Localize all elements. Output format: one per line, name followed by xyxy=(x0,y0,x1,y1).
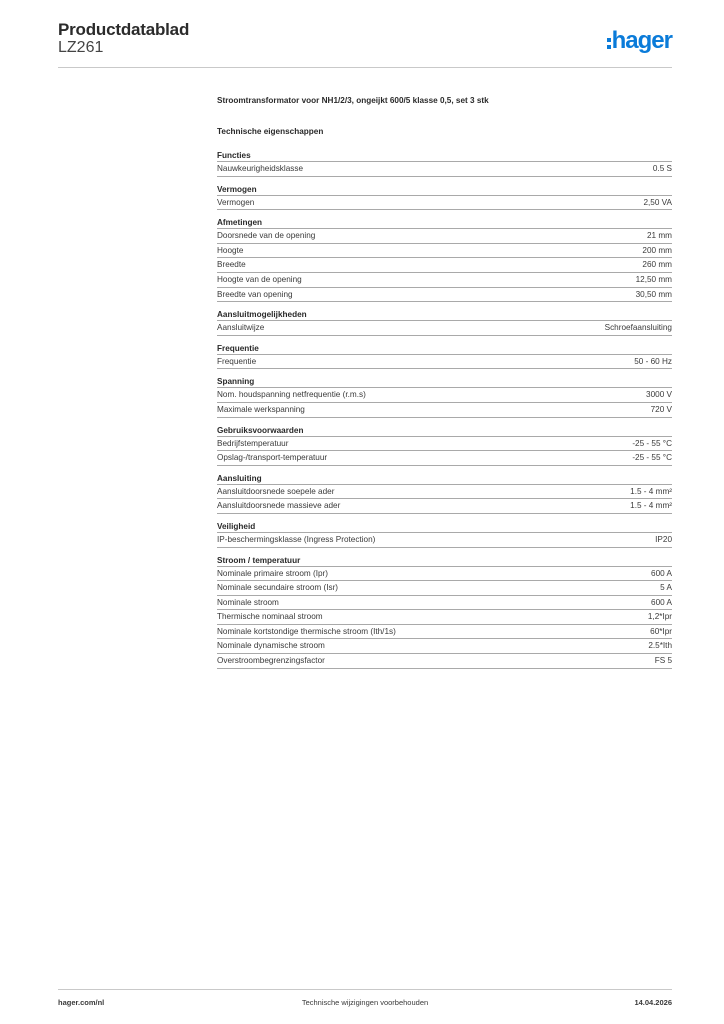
property-value: FS 5 xyxy=(654,656,672,666)
property-table xyxy=(217,484,672,514)
property-group xyxy=(217,521,672,548)
section-heading: Technische eigenschappen xyxy=(217,127,324,136)
footer-website-link[interactable]: hager.com/nl xyxy=(58,998,105,1007)
property-value: 21 mm xyxy=(646,231,672,241)
property-row xyxy=(217,624,672,639)
property-label: Nominale dynamische stroom xyxy=(217,641,325,651)
property-label: Hoogte xyxy=(217,245,244,255)
property-row xyxy=(217,484,672,499)
group-title: Gebruiksvoorwaarden xyxy=(217,425,304,435)
property-row xyxy=(217,243,672,258)
property-group xyxy=(217,425,672,466)
property-row xyxy=(217,498,672,514)
property-table xyxy=(217,320,672,336)
logo-colon-icon xyxy=(607,38,611,49)
property-value: 3000 V xyxy=(646,390,672,400)
property-row xyxy=(217,387,672,402)
property-row xyxy=(217,320,672,336)
property-label: Nominale kortstondige thermische stroom (Ith/1s) xyxy=(217,626,396,636)
product-code: LZ261 xyxy=(58,39,104,56)
property-label: IP-beschermingsklasse (Ingress Protection) xyxy=(217,534,376,544)
property-row xyxy=(217,287,672,303)
property-label: Vermogen xyxy=(217,197,255,207)
property-value: 0.5 S xyxy=(652,164,672,173)
property-row xyxy=(217,566,672,581)
property-group xyxy=(217,555,672,669)
property-value: 5 A xyxy=(660,583,672,593)
property-value: -25 - 55 °C xyxy=(632,453,672,463)
group-title: Stroom / temperatuur xyxy=(217,555,301,565)
property-value: IP20 xyxy=(655,534,672,544)
property-row xyxy=(217,532,672,548)
property-label: Overstroombegrenzingsfactor xyxy=(217,656,325,666)
property-table xyxy=(217,387,672,417)
property-group xyxy=(217,309,672,336)
property-value: -25 - 55 °C xyxy=(632,438,672,448)
property-value: 600 A xyxy=(651,568,672,578)
property-label: Nominale stroom xyxy=(217,597,279,607)
property-row xyxy=(217,580,672,595)
group-title: Spanning xyxy=(217,377,255,387)
property-label: Nominale primaire stroom (Ipr) xyxy=(217,568,329,578)
footer-disclaimer: Technische wijzigingen voorbehouden xyxy=(301,998,429,1007)
property-value: 200 mm xyxy=(642,245,672,255)
property-label: Nom. houdspanning netfrequentie (r.m.s) xyxy=(217,390,366,400)
property-table xyxy=(217,566,672,669)
property-value: 2.5*Ith xyxy=(648,641,672,651)
property-row xyxy=(217,257,672,272)
property-value: 50 - 60 Hz xyxy=(634,356,672,366)
hager-logo xyxy=(607,26,672,56)
property-label: Aansluitdoorsnede massieve ader xyxy=(217,501,341,511)
property-table xyxy=(217,161,672,177)
property-group xyxy=(217,150,672,177)
property-table xyxy=(217,436,672,466)
group-title: Veiligheid xyxy=(217,521,256,531)
property-value: 1.5 - 4 mm² xyxy=(630,501,672,511)
property-row xyxy=(217,161,672,177)
footer-divider xyxy=(58,989,672,990)
group-title: Functies xyxy=(217,151,251,160)
property-label: Nauwkeurigheidsklasse xyxy=(217,164,304,173)
property-label: Aansluitwijze xyxy=(217,323,265,333)
product-description: Stroomtransformator voor NH1/2/3, ongeijkt 600/5 klasse 0,5, set 3 stk xyxy=(217,96,489,105)
property-value: 260 mm xyxy=(642,260,672,270)
property-label: Frequentie xyxy=(217,356,257,366)
property-value: 1,2*Ipr xyxy=(647,612,672,622)
property-label: Aansluitdoorsnede soepele ader xyxy=(217,486,335,496)
property-group xyxy=(217,473,672,514)
datasheet-content xyxy=(217,96,672,676)
property-table xyxy=(217,228,672,302)
property-row xyxy=(217,653,672,669)
property-groups xyxy=(217,150,672,669)
property-row xyxy=(217,638,672,653)
footer-date: 14.04.2026 xyxy=(634,998,672,1007)
property-value: 12,50 mm xyxy=(635,274,672,284)
property-group xyxy=(217,184,672,211)
property-label: Thermische nominaal stroom xyxy=(217,612,323,622)
property-value: Schroefaansluiting xyxy=(604,323,672,333)
property-group xyxy=(217,343,672,370)
group-title: Vermogen xyxy=(217,184,257,194)
header-divider xyxy=(58,67,672,68)
group-title: Aansluitmogelijkheden xyxy=(217,310,307,320)
property-label: Hoogte van de opening xyxy=(217,274,302,284)
property-table xyxy=(217,532,672,548)
property-table xyxy=(217,354,672,370)
property-label: Doorsnede van de opening xyxy=(217,231,316,241)
property-value: 60*Ipr xyxy=(650,626,672,636)
property-value: 600 A xyxy=(651,597,672,607)
property-label: Bedrijfstemperatuur xyxy=(217,438,289,448)
property-label: Breedte xyxy=(217,260,246,270)
property-row xyxy=(217,402,672,418)
property-value: 30,50 mm xyxy=(635,289,672,299)
property-value: 2,50 VA xyxy=(643,197,672,207)
property-label: Breedte van opening xyxy=(217,289,293,299)
document-title: Productdatablad xyxy=(58,20,190,39)
page-header xyxy=(58,20,672,70)
property-row xyxy=(217,354,672,370)
property-row xyxy=(217,609,672,624)
property-row xyxy=(217,195,672,211)
group-title: Frequentie xyxy=(217,343,259,353)
property-row xyxy=(217,450,672,466)
property-row xyxy=(217,228,672,243)
logo-text: hager xyxy=(611,27,672,54)
property-value: 1.5 - 4 mm² xyxy=(630,486,672,496)
property-label: Maximale werkspanning xyxy=(217,404,305,414)
property-group xyxy=(217,376,672,417)
property-label: Opslag-/transport-temperatuur xyxy=(217,453,328,463)
property-value: 720 V xyxy=(650,404,672,414)
property-row xyxy=(217,436,672,451)
group-title: Aansluiting xyxy=(217,473,262,483)
property-table xyxy=(217,195,672,211)
property-row xyxy=(217,595,672,610)
group-title: Afmetingen xyxy=(217,218,263,228)
property-group xyxy=(217,217,672,302)
property-row xyxy=(217,272,672,287)
property-label: Nominale secundaire stroom (Isr) xyxy=(217,583,339,593)
